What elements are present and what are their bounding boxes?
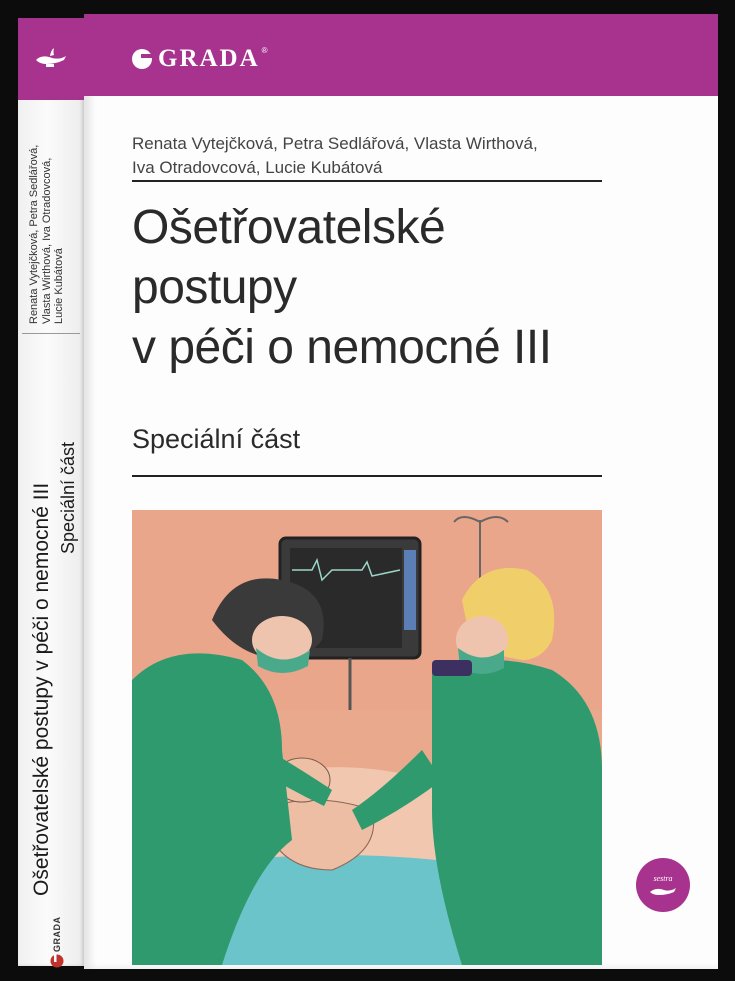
title-line: postupy xyxy=(132,261,297,314)
spine-author-line: Renata Vytejčková, Petra Sedlářová, xyxy=(28,144,40,324)
sestra-series-badge xyxy=(636,858,690,912)
author-line: Iva Otradovcová, Lucie Kubátová xyxy=(132,158,383,177)
publisher-name: GRADA xyxy=(158,45,260,72)
registered-mark: ® xyxy=(261,45,268,55)
spine-logo xyxy=(48,908,68,968)
spine-authors xyxy=(28,84,66,324)
title-line: Ošetřovatelské xyxy=(132,201,446,254)
front-cover xyxy=(84,14,718,969)
oil-lamp-icon xyxy=(648,883,678,897)
spine-divider xyxy=(22,333,80,334)
badge-label: sestra xyxy=(653,873,673,883)
book-spine xyxy=(18,18,84,966)
spine-subtitle: Speciální část xyxy=(58,441,78,554)
spine-author-line: Lucie Kubátová xyxy=(53,248,65,324)
oil-lamp-icon xyxy=(32,46,70,70)
grada-logo-icon xyxy=(132,49,152,69)
divider-bottom xyxy=(132,475,602,477)
publisher-logo xyxy=(132,44,268,74)
spine-text xyxy=(18,74,84,974)
book-title xyxy=(132,198,632,378)
author-line: Renata Vytejčková, Petra Sedlářová, Vlasta Wirthová, xyxy=(132,134,538,153)
grada-logo-icon xyxy=(50,954,64,968)
spine-author-line: Vlasta Wirthová, Iva Otradovcová, xyxy=(40,157,53,324)
spine-publisher: GRADA xyxy=(52,916,62,952)
spine-title: Ošetřovatelské postupy v péči o nemocné III xyxy=(30,482,53,896)
cover-authors xyxy=(132,132,612,180)
operating-room-drawing xyxy=(132,510,602,965)
cover-illustration xyxy=(132,510,602,965)
cover-header-band xyxy=(84,14,718,96)
title-line: v péči o nemocné III xyxy=(132,321,552,374)
book xyxy=(18,14,718,969)
book-subtitle: Speciální část xyxy=(132,424,301,454)
divider-top xyxy=(132,180,602,182)
